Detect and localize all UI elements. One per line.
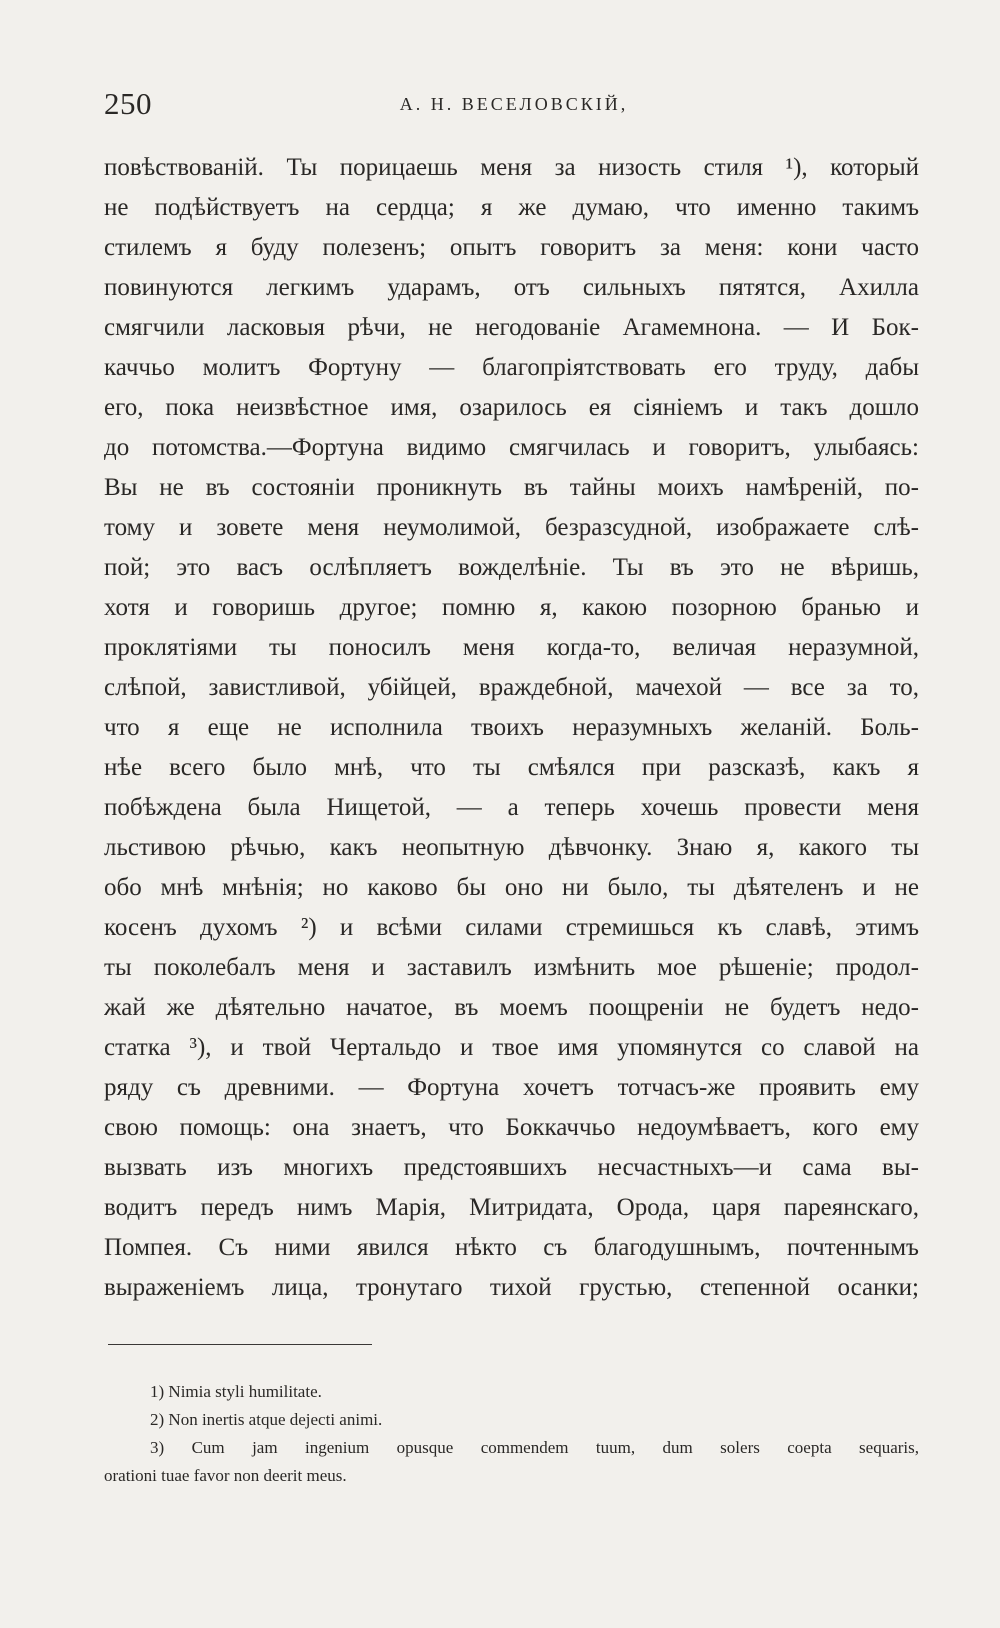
text-line: водитъ передъ нимъ Марія, Митридата, Орода, царя пареянскаго, (104, 1194, 919, 1221)
text-line: смягчили ласковыя рѣчи, не негодованіе Агамемнона. — И Бок- (104, 314, 919, 341)
text-line: Вы не въ состояніи проникнуть въ тайны моихъ намѣреній, по- (104, 474, 919, 501)
text-line: не подѣйствуетъ на сердца; я же думаю, что именно такимъ (104, 194, 919, 221)
text-line: хотя и говоришь другое; помню я, какою позорною бранью и (104, 594, 919, 621)
text-line: стилемъ я буду полезенъ; опытъ говоритъ за меня: кони часто (104, 234, 919, 261)
body-text (104, 148, 919, 1308)
text-line: побѣждена была Нищетой, — а теперь хочешь провести меня (104, 794, 919, 821)
footnote-3: 3) Cum jam ingenium opusque commendem tuum, dum solers coepta sequaris, (150, 1438, 919, 1457)
text-line: вызвать изъ многихъ предстоявшихъ несчастныхъ—и сама вы- (104, 1154, 919, 1181)
footnote-rule (108, 1344, 372, 1345)
text-line: косенъ духомъ ²) и всѣми силами стремишься къ славѣ, этимъ (104, 914, 919, 941)
text-line: каччьо молитъ Фортуну — благопріятствовать его труду, дабы (104, 354, 919, 381)
page-header (104, 82, 924, 126)
text-line: выраженіемъ лица, тронутаго тихой грустью, степенной осанки; (104, 1274, 919, 1301)
text-line: ряду съ древними. — Фортуна хочетъ тотчасъ-же проявить ему (104, 1074, 919, 1101)
footnote-2: 2) Non inertis atque dejecti animi. (150, 1410, 383, 1429)
running-head: А. Н. ВЕСЕЛОВСКІЙ, (399, 94, 629, 114)
footnotes (104, 1378, 919, 1490)
text-line: до потомства.—Фортуна видимо смягчилась и говоритъ, улыбаясь: (104, 434, 919, 461)
text-line: его, пока неизвѣстное имя, озарилось ея сіяніемъ и такъ дошло (104, 394, 919, 421)
text-line: повинуются легкимъ ударамъ, отъ сильныхъ пятятся, Ахилла (104, 274, 919, 301)
text-line: льстивою рѣчью, какъ неопытную дѣвчонку. Знаю я, какого ты (104, 834, 919, 861)
text-line: что я еще не исполнила твоихъ неразумныхъ желаній. Боль- (104, 714, 919, 741)
text-line: слѣпой, завистливой, убійцей, враждебной, мачехой — все за то, (104, 674, 919, 701)
text-line: обо мнѣ мнѣнія; но каково бы оно ни было, ты дѣятеленъ и не (104, 874, 919, 901)
text-line: нѣе всего было мнѣ, что ты смѣялся при разсказѣ, какъ я (104, 754, 919, 781)
text-line: ты поколебалъ меня и заставилъ измѣнить мое рѣшеніе; продол- (104, 954, 919, 981)
footnote-3-continuation: orationi tuae favor non deerit meus. (104, 1466, 347, 1485)
text-line: Помпея. Съ ними явился нѣкто съ благодушнымъ, почтеннымъ (104, 1234, 919, 1261)
text-line: тому и зовете меня неумолимой, безразсудной, изображаете слѣ- (104, 514, 919, 541)
text-line: проклятіями ты поносилъ меня когда-то, величая неразумной, (104, 634, 919, 661)
text-line: пой; это васъ ослѣпляетъ вожделѣніе. Ты въ это не вѣришь, (104, 554, 919, 581)
footnote-1: 1) Nimia styli humilitate. (150, 1382, 322, 1401)
text-line: повѣствованій. Ты порицаешь меня за низость стиля ¹), который (104, 154, 919, 181)
page-number: 250 (104, 86, 152, 121)
text-line: жай же дѣятельно начатое, въ моемъ поощреніи не будетъ недо- (104, 994, 919, 1021)
text-line: статка ³), и твой Чертальдо и твое имя упомянутся со славой на (104, 1034, 919, 1061)
text-line: свою помощь: она знаетъ, что Боккаччьо недоумѣваетъ, кого ему (104, 1114, 919, 1141)
